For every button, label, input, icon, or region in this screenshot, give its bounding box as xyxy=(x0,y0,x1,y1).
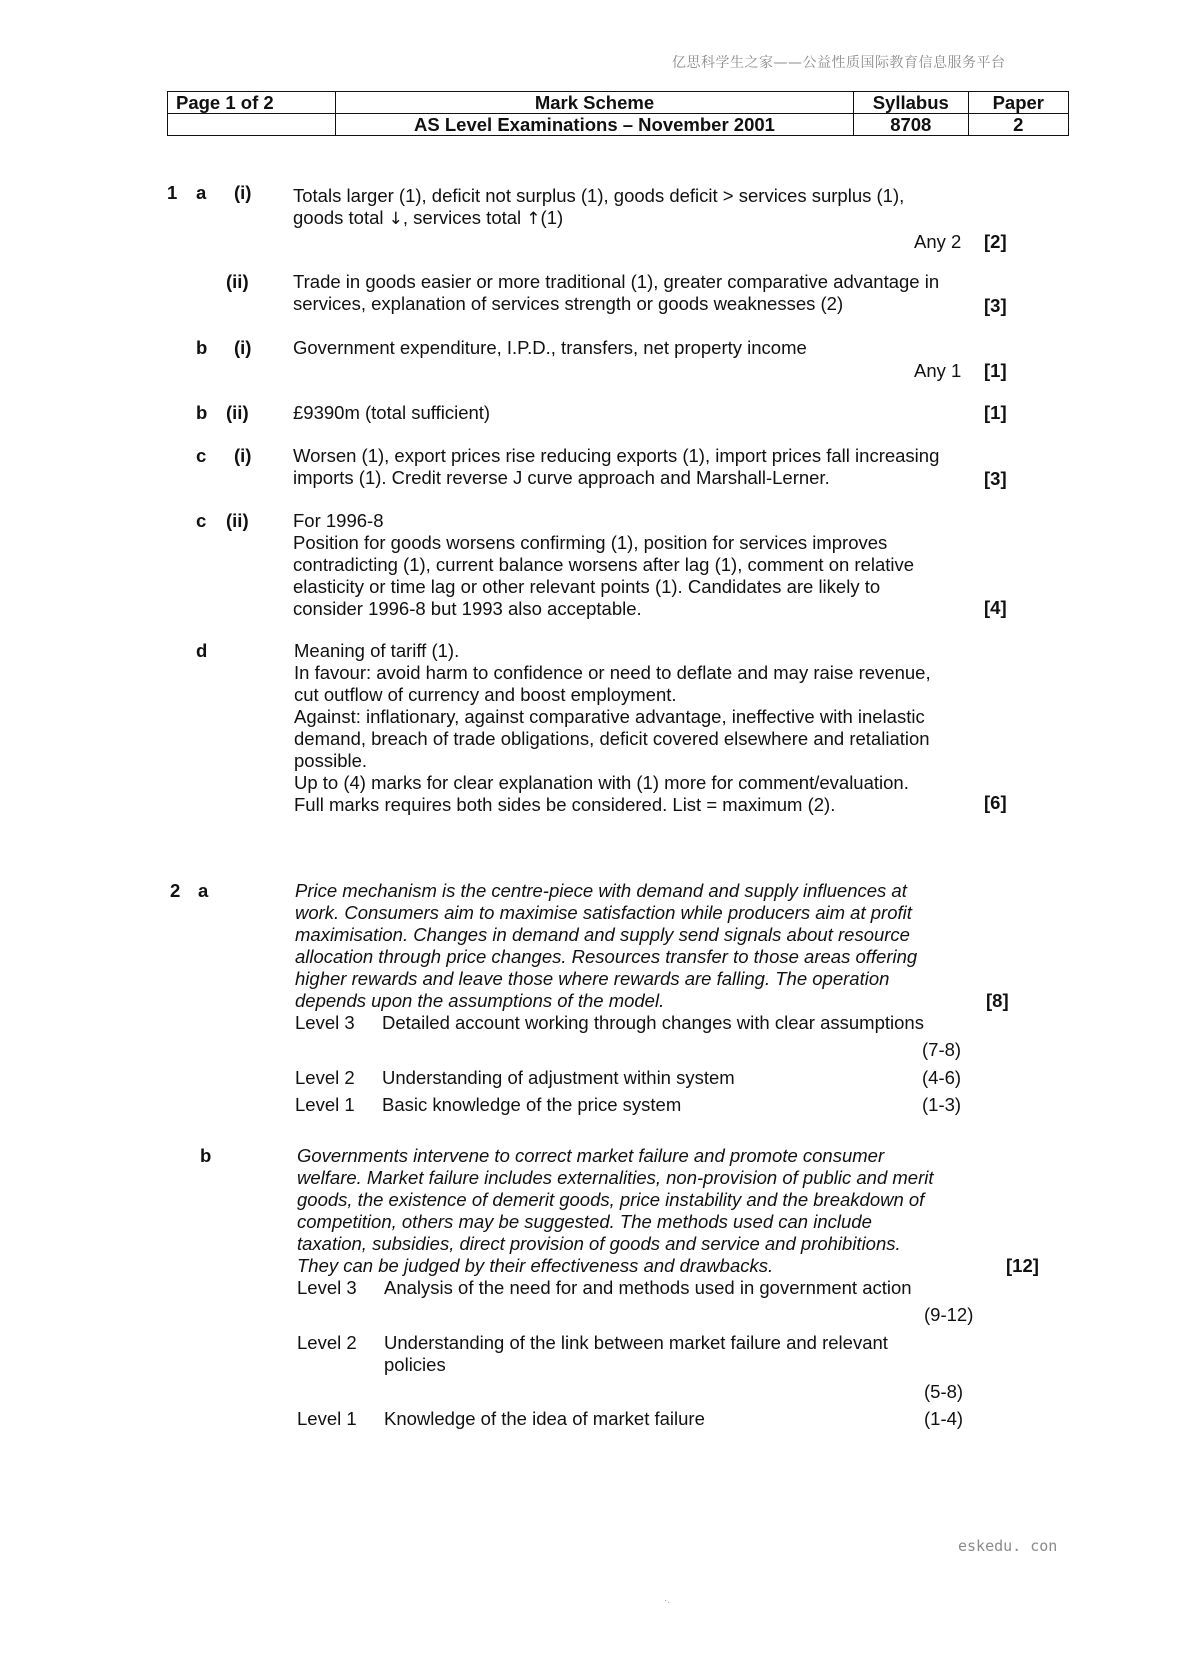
level-range-2a-2: (4-6) xyxy=(922,1067,962,1088)
answer-1c-i-line2: imports (1). Credit reverse J curve approach and Marshall-Lerner. xyxy=(293,467,830,488)
answer-1d-line8: Full marks requires both sides be considered. List = maximum (2). xyxy=(294,794,836,815)
part-letter-1b-ii: b xyxy=(196,402,208,423)
any-note-1b-i: Any 1 xyxy=(914,360,962,381)
answer-1d-line4: Against: inflationary, against comparative advantage, ineffective with inelastic xyxy=(294,706,925,727)
level-range-2a-3: (7-8) xyxy=(922,1039,962,1060)
part-letter-1a: a xyxy=(196,182,207,203)
syllabus-code: 8708 xyxy=(853,114,968,136)
level-label-2b-3: Level 3 xyxy=(297,1277,357,1298)
answer-1c-ii-line3: contradicting (1), current balance worsens after lag (1), comment on relative xyxy=(293,554,915,575)
level-desc-2b-1: Knowledge of the idea of market failure xyxy=(384,1408,705,1429)
answer-1a-ii-line1: Trade in goods easier or more traditional (1), greater comparative advantage in xyxy=(293,271,940,292)
answer-1d xyxy=(294,640,994,816)
answer-2a-line2: work. Consumers aim to maximise satisfaction while producers aim at profit xyxy=(295,902,912,923)
watermark-top: 亿思科学生之家——公益性质国际教育信息服务平台 xyxy=(672,55,1006,71)
answer-1d-line3: cut outflow of currency and boost employment. xyxy=(294,684,677,705)
answer-2a-line4: allocation through price changes. Resources transfer to those areas offering xyxy=(295,946,918,967)
answer-1d-line6: possible. xyxy=(294,750,368,771)
answer-1b-i-line: Government expenditure, I.P.D., transfers, net property income xyxy=(293,337,807,358)
answer-1a-i-line2a: goods total xyxy=(293,207,389,228)
answer-2a-line6: depends upon the assumptions of the model. xyxy=(295,990,665,1011)
question-number-1: 1 xyxy=(167,182,178,203)
question-number-2: 2 xyxy=(170,880,181,901)
empty-cell xyxy=(168,114,336,136)
mark-2a: [8] xyxy=(986,990,1009,1011)
header-table xyxy=(167,91,1069,136)
answer-2a-line3: maximisation. Changes in demand and supply send signals about resource xyxy=(295,924,910,945)
mark-1c-i: [3] xyxy=(984,468,1007,489)
answer-1b-i xyxy=(293,337,993,359)
answer-1b-ii xyxy=(293,402,993,424)
answer-2b-line2: welfare. Market failure includes externalities, non-provision of public and merit xyxy=(297,1167,934,1188)
answer-2b-line5: taxation, subsidies, direct provision of goods and service and prohibitions. xyxy=(297,1233,901,1254)
sub-label-1b-i: (i) xyxy=(234,337,252,358)
sub-label-1b-ii: (ii) xyxy=(226,402,249,423)
paper-label: Paper xyxy=(968,92,1068,114)
level-label-2b-2: Level 2 xyxy=(297,1332,357,1353)
answer-2b xyxy=(297,1145,997,1277)
answer-1d-line2: In favour: avoid harm to confidence or need to deflate and may raise revenue, xyxy=(294,662,931,683)
answer-1c-ii-line1: For 1996-8 xyxy=(293,510,384,531)
answer-1a-i xyxy=(293,185,993,230)
answer-2a-line5: higher rewards and leave those where rewards are falling. The operation xyxy=(295,968,890,989)
syllabus-label: Syllabus xyxy=(853,92,968,114)
part-letter-1c-i: c xyxy=(196,445,207,466)
stray-mark: ·. xyxy=(664,1595,671,1606)
sub-label-1a-i: (i) xyxy=(234,182,252,203)
level-desc-2a-3: Detailed account working through changes with clear assumptions xyxy=(382,1012,924,1033)
level-range-2b-1: (1-4) xyxy=(924,1408,964,1429)
answer-1a-i-line2 xyxy=(293,207,993,230)
answer-1d-line7: Up to (4) marks for clear explanation with (1) more for comment/evaluation. xyxy=(294,772,909,793)
answer-1c-i xyxy=(293,445,993,489)
answer-1d-line1: Meaning of tariff (1). xyxy=(294,640,460,661)
level-range-2b-3: (9-12) xyxy=(924,1304,974,1325)
answer-1a-ii-line2: services, explanation of services strength or goods weaknesses (2) xyxy=(293,293,844,314)
level-label-2b-1: Level 1 xyxy=(297,1408,357,1429)
part-letter-1c-ii: c xyxy=(196,510,207,531)
level-desc-2b-3: Analysis of the need for and methods used in government action xyxy=(384,1277,912,1298)
arrow-down-icon: ↓ xyxy=(388,209,403,229)
answer-2b-line6: They can be judged by their effectiveness and drawbacks. xyxy=(297,1255,774,1276)
answer-1a-i-line2b: , services total xyxy=(402,207,527,228)
watermark-bottom: eskedu. con xyxy=(958,1537,1058,1555)
answer-2b-line3: goods, the existence of demerit goods, price instability and the breakdown of xyxy=(297,1189,925,1210)
mark-1a-ii: [3] xyxy=(984,295,1007,316)
part-letter-1d: d xyxy=(196,640,208,661)
level-label-2a-2: Level 2 xyxy=(295,1067,355,1088)
arrow-up-icon: ↑ xyxy=(526,209,541,229)
answer-1c-ii-line2: Position for goods worsens confirming (1), position for services improves xyxy=(293,532,888,553)
any-note-1a-i: Any 2 xyxy=(914,231,962,252)
level-range-2b-2: (5-8) xyxy=(924,1381,964,1402)
level-label-2a-1: Level 1 xyxy=(295,1094,355,1115)
level-desc-2a-2: Understanding of adjustment within system xyxy=(382,1067,735,1088)
answer-1c-ii-line4: elasticity or time lag or other relevant points (1). Candidates are likely to xyxy=(293,576,881,597)
answer-1c-ii-line5: consider 1996-8 but 1993 also acceptable. xyxy=(293,598,642,619)
part-letter-2b: b xyxy=(200,1145,212,1166)
sub-label-1c-i: (i) xyxy=(234,445,252,466)
mark-1b-i: [1] xyxy=(984,360,1007,381)
paper-number: 2 xyxy=(968,114,1068,136)
level-desc-2b-2: Understanding of the link between market failure and relevant xyxy=(384,1332,888,1353)
answer-1b-ii-line: £9390m (total sufficient) xyxy=(293,402,491,423)
mark-2b: [12] xyxy=(1006,1255,1039,1276)
page-number: Page 1 of 2 xyxy=(168,92,336,114)
mark-1d: [6] xyxy=(984,792,1007,813)
mark-1c-ii: [4] xyxy=(984,597,1007,618)
answer-2b-line4: competition, others may be suggested. The methods used can include xyxy=(297,1211,872,1232)
answer-2a xyxy=(295,880,995,1012)
answer-1a-i-line2c: (1) xyxy=(540,207,564,228)
answer-1d-line5: demand, breach of trade obligations, deficit covered elsewhere and retaliation xyxy=(294,728,930,749)
answer-2a-line1: Price mechanism is the centre-piece with demand and supply influences at xyxy=(295,880,907,901)
answer-2b-line1: Governments intervene to correct market failure and promote consumer xyxy=(297,1145,885,1166)
sub-label-1c-ii: (ii) xyxy=(226,510,249,531)
level-label-2a-3: Level 3 xyxy=(295,1012,355,1033)
sub-label-1a-ii: (ii) xyxy=(226,271,249,292)
answer-1a-ii xyxy=(293,271,993,315)
mark-scheme-label: Mark Scheme xyxy=(336,92,854,114)
mark-1b-ii: [1] xyxy=(984,402,1007,423)
part-letter-1b: b xyxy=(196,337,208,358)
answer-1a-i-line1: Totals larger (1), deficit not surplus (1), goods deficit > services surplus (1), xyxy=(293,185,905,206)
part-letter-2a: a xyxy=(198,880,209,901)
answer-1c-ii xyxy=(293,510,993,620)
answer-1c-i-line1: Worsen (1), export prices rise reducing exports (1), import prices fall increasing xyxy=(293,445,940,466)
level-desc-2b-2-cont: policies xyxy=(384,1354,446,1375)
level-range-2a-1: (1-3) xyxy=(922,1094,962,1115)
mark-1a-i: [2] xyxy=(984,231,1007,252)
level-desc-2a-1: Basic knowledge of the price system xyxy=(382,1094,682,1115)
exam-title: AS Level Examinations – November 2001 xyxy=(336,114,854,136)
